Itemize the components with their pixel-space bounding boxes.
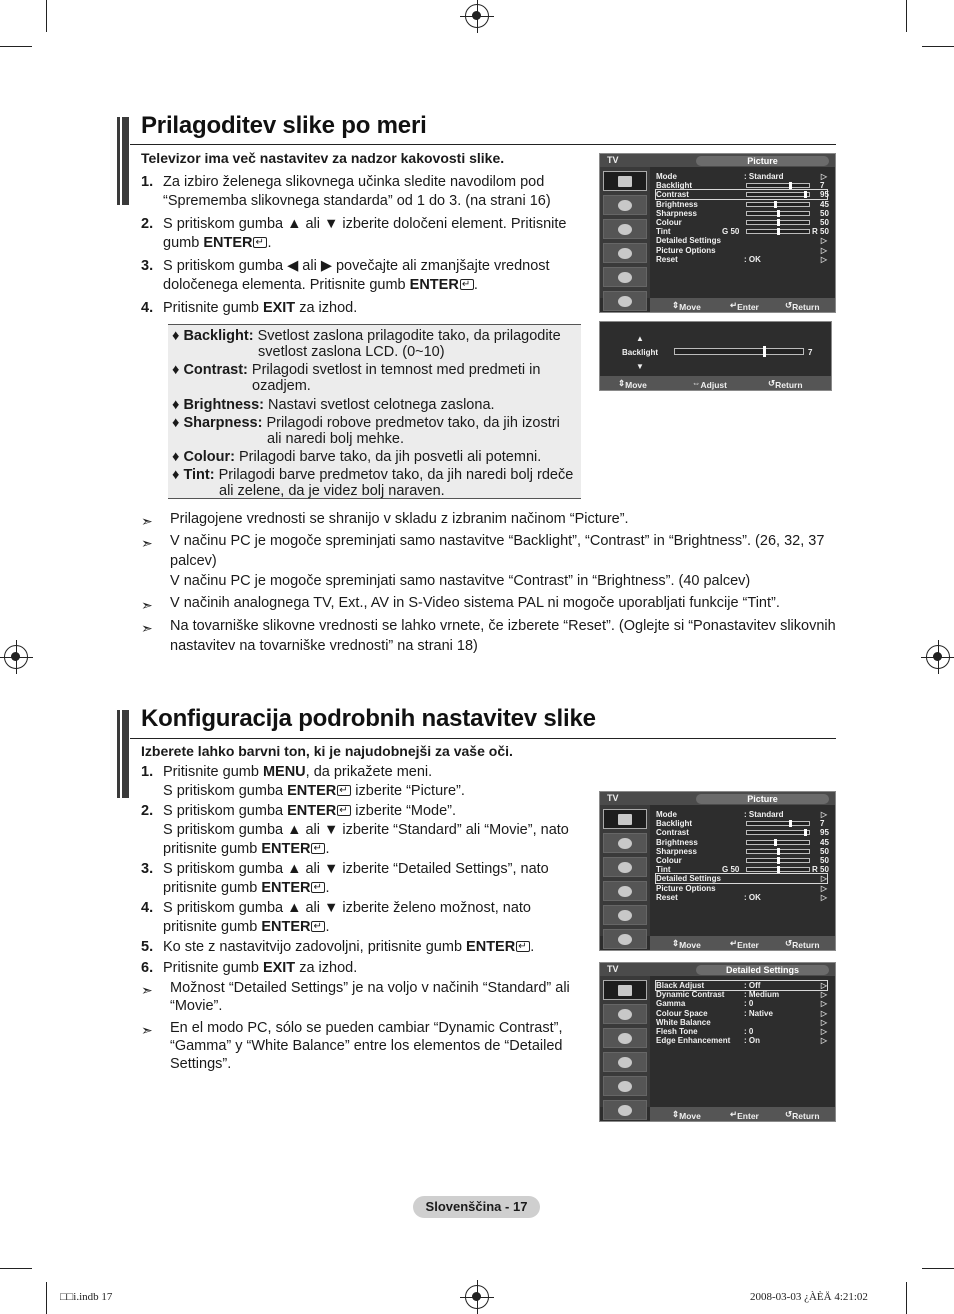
section-marker — [117, 117, 131, 205]
osd-row-number: 7 — [820, 181, 825, 191]
osd-row-number: 50 — [820, 218, 829, 227]
osd-picture-menu: TV Picture Mode : Standard ▷ Backlight 7 Contrast 95 Brightness 45 Sharpness 50 Colour 50 Tint G 50 R 50 Detailed Settings ▷ Picture Options ▷ Reset : OK ▷ ⇕ Move ↵ Enter ↺ Return — [599, 791, 836, 951]
definition-brightness: ♦ Brightness: Nastavi svetlost celotnega zaslona. — [172, 397, 495, 413]
osd-row-label: Tint — [656, 865, 671, 875]
osd-level-bar — [746, 211, 810, 216]
print-date-info: 2008-03-03 ¿ÀÈÄ 4:21:02 — [750, 1291, 868, 1303]
osd-tint-red: R — [812, 227, 818, 237]
registration-mark-icon — [4, 645, 28, 669]
section-lead: Televizor ima več nastavitev za nadzor kakovosti slike. — [141, 150, 505, 166]
definitions-box — [168, 324, 581, 499]
osd-row — [656, 246, 827, 255]
title-rule — [130, 738, 836, 739]
triangle-right-icon: ▷ — [820, 1008, 827, 1018]
osd-row — [656, 893, 827, 902]
channel-icon — [603, 857, 647, 877]
osd-tint-red: R — [812, 865, 818, 875]
enter-icon — [311, 882, 325, 893]
osd-title: Picture — [696, 156, 829, 166]
osd-row-value: : Off — [744, 981, 761, 990]
registration-mark-icon — [926, 645, 950, 669]
osd-level-bar — [746, 858, 810, 863]
osd-level-bar — [746, 867, 810, 872]
osd-row-label: Mode — [656, 810, 677, 819]
osd-row-label: Mode — [656, 172, 677, 181]
note-arrow-icon: ➣ — [141, 597, 153, 613]
osd-row-label: Sharpness — [656, 208, 697, 218]
note-arrow-icon: ➣ — [141, 620, 153, 636]
osd-row-label: Backlight — [656, 819, 693, 829]
picture-icon — [603, 980, 647, 1000]
section-title: Konfiguracija podrobnih nastavitev slike — [141, 705, 596, 732]
step-3: 3. S pritiskom gumba ▲ ali ▼ izberite “Detailed Settings”, nato pritisnite gumb ENTER↵ . — [141, 860, 591, 898]
osd-row — [656, 874, 827, 883]
step-6: 6. Pritisnite gumb EXIT za izhod. — [141, 960, 358, 976]
osd-row — [656, 838, 827, 847]
triangle-right-icon: ▷ — [820, 1036, 827, 1046]
setup-icon — [603, 1052, 647, 1072]
osd-level-bar — [746, 849, 810, 854]
definition-colour: ♦ Colour: Prilagodi barve tako, da jih posvetli ali potemni. — [172, 449, 542, 465]
osd-backlight-slider: ▲ Backlight ▼ 7 ⇕ Move ⇔ Adjust ↺ Return — [599, 321, 832, 391]
osd-row-label: Contrast — [656, 828, 689, 838]
crop-mark — [922, 1268, 954, 1269]
osd-row-number: 95 — [820, 828, 829, 838]
definition-contrast: ♦ Contrast: Prilagodi svetlost in temnost med predmeti in ozadjem. — [172, 362, 541, 394]
registration-mark-icon — [465, 1285, 489, 1309]
osd-level-bar — [746, 821, 810, 826]
input-icon — [603, 267, 647, 287]
osd-row-label: Picture Options — [656, 245, 716, 255]
setup-icon — [603, 243, 647, 263]
crop-mark — [46, 1282, 47, 1314]
osd-row-value: : OK — [744, 254, 761, 264]
crop-mark — [0, 46, 32, 47]
osd-title: Picture — [696, 794, 829, 804]
sound-icon — [603, 1004, 647, 1024]
step-5: 5. Ko ste z nastavitvijo zadovoljni, pritisnite gumb ENTER↵ . — [141, 938, 591, 957]
osd-row-label: White Balance — [656, 1017, 711, 1027]
osd-row-label: Colour — [656, 218, 682, 227]
triangle-right-icon: ▷ — [820, 874, 827, 884]
osd-row — [656, 1018, 827, 1027]
osd-row — [656, 856, 827, 865]
triangle-right-icon: ▷ — [820, 999, 827, 1009]
osd-row-value: : 0 — [744, 1027, 754, 1036]
note: ➣ Prilagojene vrednosti se shranijo v skladu z izbranim načinom “Picture”. — [141, 511, 629, 529]
note: ➣ En el modo PC, sólo se pueden cambiar “Dynamic Contrast”, “Gamma” y “White Balance” entre los elementos de “Detailed Settings”. — [141, 1020, 563, 1072]
note-arrow-icon: ➣ — [141, 1022, 153, 1038]
section-lead: Izberete lahko barvni ton, ki je najudobnejši za vaše oči. — [141, 743, 513, 759]
crop-mark — [0, 1268, 32, 1269]
osd-row — [656, 227, 827, 236]
osd-row-label: Dynamic Contrast — [656, 990, 725, 1000]
osd-row-label: Black Adjust — [656, 981, 705, 990]
osd-row-label: Edge Enhancement — [656, 1036, 731, 1046]
step-3: 3. S pritiskom gumba ◀ ali ▶ povečajte ali zmanjšajte vrednost določenega elementa. Pritisnite gumb ENTER↵ . — [141, 257, 581, 295]
osd-row-number: 50 — [820, 227, 829, 237]
crop-mark — [906, 1282, 907, 1314]
sound-icon — [603, 833, 647, 853]
osd-level-bar — [746, 840, 810, 845]
osd-row-number: 45 — [820, 199, 829, 209]
triangle-right-icon: ▷ — [820, 254, 827, 264]
osd-row — [656, 884, 827, 893]
note-arrow-icon: ➣ — [141, 535, 153, 551]
setup-icon — [603, 881, 647, 901]
osd-row — [656, 255, 827, 264]
page-number-label: Slovenščina - 17 — [413, 1196, 540, 1218]
osd-row-number: 7 — [820, 819, 825, 829]
osd-row — [656, 828, 827, 837]
osd-row-label: Picture Options — [656, 883, 716, 893]
channel-icon — [603, 1028, 647, 1048]
osd-row — [656, 865, 827, 874]
osd-row-value: : Native — [744, 1008, 773, 1018]
crop-mark — [922, 46, 954, 47]
channel-icon — [603, 219, 647, 239]
osd-row-label: Backlight — [656, 181, 693, 191]
definition-backlight: ♦ Backlight: Svetlost zaslona prilagodite tako, da prilagodite svetlost zaslona LCD. (0~10) — [172, 328, 561, 360]
input-icon — [603, 1076, 647, 1096]
triangle-right-icon: ▷ — [820, 990, 827, 1000]
triangle-right-icon: ▷ — [820, 245, 827, 255]
definition-sharpness: ♦ Sharpness: Prilagodi robove predmetov tako, da jih izostri ali naredi bolj mehke. — [172, 415, 560, 447]
osd-row-value: : 0 — [744, 999, 754, 1009]
note: ➣ V načinu PC je mogoče spreminjati samo nastavitve “Backlight”, “Contrast” in “Brightness”. (26, 32, 37 palcev) — [141, 533, 825, 569]
enter-icon — [337, 805, 351, 816]
step-1: 1. Za izbiro želenega slikovnega učinka sledite navodilom pod “Sprememba slikovnega standarda” od 1 do 3. (na strani 16) — [141, 174, 551, 209]
enter-icon — [253, 237, 267, 248]
osd-row-number: 50 — [820, 208, 829, 218]
osd-row-label: Reset — [656, 892, 678, 902]
picture-icon — [603, 809, 647, 829]
osd-row-number: 45 — [820, 837, 829, 847]
triangle-right-icon: ▷ — [820, 883, 827, 893]
definition-tint: ♦ Tint: Prilagodi barve predmetov tako, da jih naredi bolj rdeče ali zelene, da je videz bolj naraven. — [172, 467, 574, 499]
triangle-right-icon: ▷ — [820, 892, 827, 902]
osd-row — [656, 190, 827, 199]
osd-row — [656, 181, 827, 190]
osd-row — [656, 172, 827, 181]
enter-icon — [311, 921, 325, 932]
osd-row — [656, 847, 827, 856]
crop-mark — [46, 0, 47, 32]
osd-row-value: : Standard — [744, 810, 784, 819]
enter-icon — [311, 843, 325, 854]
osd-row — [656, 1036, 827, 1045]
osd-row-label: Colour Space — [656, 1008, 708, 1018]
osd-row — [656, 990, 827, 999]
osd-row-number: 50 — [820, 846, 829, 856]
application-icon — [603, 1100, 647, 1120]
osd-row-label: Contrast — [656, 190, 689, 200]
triangle-right-icon: ▷ — [820, 810, 827, 819]
osd-row-label: Brightness — [656, 837, 698, 847]
step-4: 4. S pritiskom gumba ▲ ali ▼ izberite želeno možnost, nato pritisnite gumb ENTER↵ . — [141, 899, 591, 937]
osd-row-label: Colour — [656, 856, 682, 865]
application-icon — [603, 929, 647, 949]
osd-row-label: Sharpness — [656, 846, 697, 856]
osd-row-number: 95 — [820, 190, 829, 200]
osd-row-label: Detailed Settings — [656, 874, 721, 884]
note: ➣ Možnost “Detailed Settings” je na voljo v načinih “Standard” ali “Movie”. — [141, 980, 570, 1014]
triangle-right-icon: ▷ — [820, 1017, 827, 1027]
osd-row-value: : Medium — [744, 990, 780, 1000]
osd-level-bar — [746, 229, 810, 234]
osd-detailed-settings: TV Detailed Settings Black Adjust : Off ▷ Dynamic Contrast : Medium ▷ Gamma : 0 ▷ Colour Space : Native ▷ White Balance ▷ Flesh Tone : 0 ▷ Edge Enhancement : On ▷ ⇕ Move ↵ Enter ↺ Return — [599, 962, 836, 1122]
sound-icon — [603, 195, 647, 215]
osd-row — [656, 999, 827, 1008]
osd-row-number: 50 — [820, 865, 829, 875]
osd-row — [656, 810, 827, 819]
osd-row-value: : On — [744, 1036, 760, 1046]
print-file-info: □□i.indb 17 — [60, 1291, 113, 1303]
osd-row — [656, 209, 827, 218]
registration-mark-icon — [465, 4, 489, 28]
osd-row-label: Reset — [656, 254, 678, 264]
osd-row-value: : Standard — [744, 172, 784, 181]
osd-level-bar — [746, 192, 810, 197]
osd-row-label: Brightness — [656, 199, 698, 209]
osd-row-label: Flesh Tone — [656, 1027, 698, 1036]
osd-row — [656, 200, 827, 209]
triangle-right-icon: ▷ — [820, 1027, 827, 1036]
osd-row — [656, 1027, 827, 1036]
step-4: 4. Pritisnite gumb EXIT za izhod. — [141, 300, 358, 316]
section-title: Prilagoditev slike po meri — [141, 112, 427, 139]
step-2: 2. S pritiskom gumba ▲ ali ▼ izberite določeni element. Pritisnite gumb ENTER↵ . — [141, 215, 581, 253]
triangle-right-icon: ▷ — [820, 172, 827, 181]
title-rule — [130, 144, 836, 145]
osd-row-label: Gamma — [656, 999, 686, 1009]
step-2: 2. S pritiskom gumba ENTER↵ izberite “Mode”. S pritiskom gumba ▲ ali ▼ izberite “Standard” ali “Movie”, nato pritisnite gumb ENTER↵ . — [141, 802, 591, 859]
osd-row-label: Detailed Settings — [656, 236, 721, 246]
note: ➣ V načinih analognega TV, Ext., AV in S-Video sistema PAL ni mogoče uporabljati funkcije “Tint”. — [141, 595, 780, 613]
osd-level-bar — [746, 202, 810, 207]
application-icon — [603, 291, 647, 311]
picture-icon — [603, 171, 647, 191]
osd-row — [656, 981, 827, 990]
osd-title: Detailed Settings — [696, 965, 829, 975]
crop-mark — [906, 0, 907, 32]
step-1: 1. Pritisnite gumb MENU, da prikažete meni. S pritiskom gumba ENTER↵ izberite “Picture”. — [141, 763, 581, 801]
osd-level-bar — [746, 183, 810, 188]
osd-tint-green: G 50 — [722, 865, 740, 875]
osd-row-label: Tint — [656, 227, 671, 237]
osd-tint-green: G 50 — [722, 227, 740, 237]
triangle-right-icon: ▷ — [820, 236, 827, 246]
note-arrow-icon: ➣ — [141, 513, 153, 529]
osd-row-value: : OK — [744, 892, 761, 902]
osd-row — [656, 218, 827, 227]
osd-row — [656, 819, 827, 828]
section-marker — [117, 710, 131, 798]
enter-icon — [460, 279, 474, 290]
osd-level-bar — [746, 220, 810, 225]
triangle-right-icon: ▷ — [820, 981, 827, 990]
note-arrow-icon: ➣ — [141, 982, 153, 998]
osd-level-bar — [746, 830, 810, 835]
osd-row — [656, 1009, 827, 1018]
note: V načinu PC je mogoče spreminjati samo nastavitve “Contrast” in “Brightness”. (40 palcev) — [170, 573, 751, 589]
osd-row-number: 50 — [820, 856, 829, 865]
input-icon — [603, 905, 647, 925]
enter-icon — [516, 941, 530, 952]
osd-row — [656, 236, 827, 245]
note: ➣ Na tovarniške slikovne vrednosti se lahko vrnete, če izberete “Reset”. (Oglejte si “Ponastavitev slikovnih nastavitev na tovarniške vrednosti” na strani 18) — [141, 618, 836, 654]
enter-icon — [337, 785, 351, 796]
osd-picture-menu: TV Picture Mode : Standard ▷ Backlight 7 Contrast 95 Brightness 45 Sharpness 50 Colour 50 Tint G 50 R 50 Detailed Settings ▷ Picture Options ▷ Reset : OK ▷ ⇕ Move ↵ Enter ↺ Return — [599, 153, 836, 313]
